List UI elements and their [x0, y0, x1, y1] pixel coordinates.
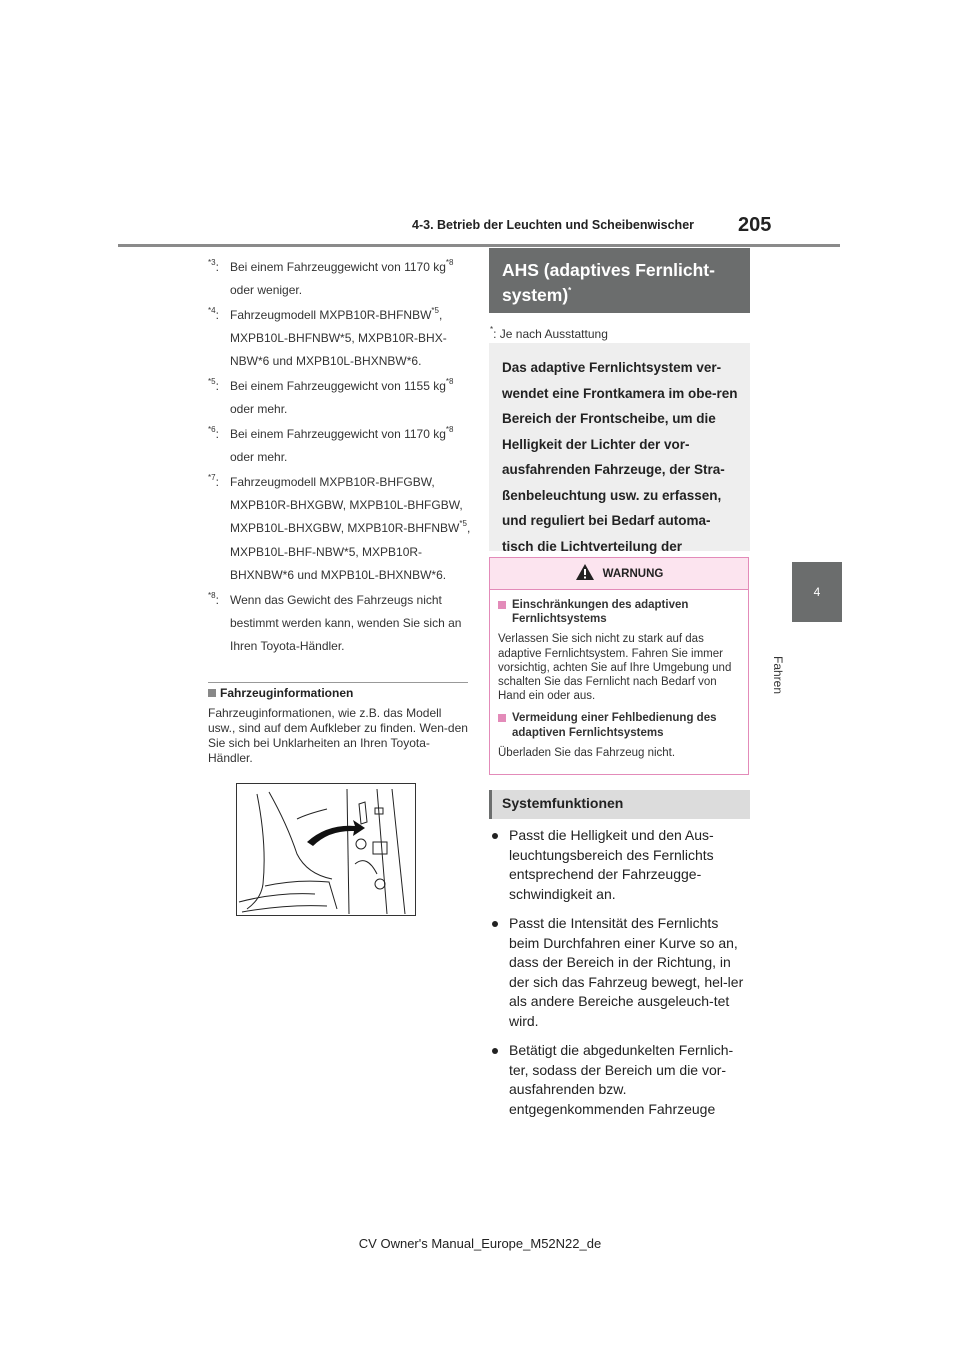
list-item: Passt die Intensität des Fernlichts beim Durchfahren einer Kurve so an, dass der Bereich in der Richtung, in der sich das Fahrzeug bewegt, hel-ler als andere Bereiche ausgeleuch-tet wird. — [490, 914, 752, 1031]
warning-title: WARNUNG — [602, 567, 664, 580]
footnote-mark: $^{*3}$: — [208, 258, 219, 274]
list-item: Betätigt die abgedunkelten Fernlich-ter, sodass der Bereich um die vor-ausfahrenden bzw. entgegenkommenden Fahrzeuge — [490, 1041, 752, 1119]
chapter-number: 4 — [813, 585, 821, 599]
ahs-title-box — [489, 248, 750, 313]
square-bullet-icon — [498, 714, 506, 722]
chapter-tab — [792, 562, 842, 622]
warning-icon — [575, 563, 595, 584]
warning-box — [489, 557, 749, 775]
square-bullet-icon — [498, 601, 506, 609]
bullet-icon — [492, 833, 498, 839]
system-function-list — [490, 826, 752, 1129]
bullet-icon — [492, 921, 498, 927]
label-location-illustration — [236, 783, 416, 916]
footnote-item: $^{*4}$: Fahrzeugmodell MXPB10R-BHFNBW$^{*5}$, MXPB10L-BHFNBW*5, MXPB10R-BHX-NBW*6 und MXPB10L-BHXNBW*6. — [208, 305, 447, 369]
footer-manual-id: CV Owner's Manual_Europe_M52N22_de — [358, 1236, 602, 1251]
system-functions-heading: Systemfunktionen — [489, 790, 750, 819]
vehicle-info-text: Fahrzeuginformationen, wie z.B. das Modell usw., sind auf dem Aufkleber zu finden. Wen-den Sie sich bei Unklarheiten an Ihren Toyota-Händler. — [208, 706, 468, 765]
footnote-item: $^{*6}$: Bei einem Fahrzeuggewicht von 1170 $kg^{*8}$ oder mehr. — [208, 424, 454, 465]
footnote-mark: $^{*6}$: — [208, 424, 219, 441]
door-pillar-drawing — [237, 784, 415, 915]
divider — [208, 682, 468, 683]
square-bullet-icon — [208, 689, 216, 697]
warning-item-text: Verlassen Sie sich nicht zu stark auf das adaptive Fernlichtsystem. Fahren Sie immer vorsichtig, achten Sie auf Ihre Umgebung und schalten Sie das Fernlicht nach Bedarf von Hand ein oder aus. — [498, 633, 732, 703]
section-title: 4-3. Betrieb der Leuchten und Scheibenwischer — [412, 218, 695, 232]
chapter-label: Fahren — [771, 656, 785, 695]
footnote-item: $^{*5}$: Bei einem Fahrzeuggewicht von 1155 $kg^{*8}$ oder mehr. — [208, 377, 454, 417]
warning-item-text: Überladen Sie das Fahrzeug nicht. — [498, 746, 676, 759]
page-number: 205 — [738, 214, 772, 236]
warning-item-heading: Vermeidung einer Fehlbedienung des adaptiven Fernlichtsystems — [498, 711, 740, 739]
warning-item-heading: Einschränkungen des adaptiven Fernlichtsystems — [498, 598, 740, 626]
ahs-title: AHS (adaptives Fernlicht-system) — [502, 260, 715, 305]
bullet-icon — [492, 1048, 498, 1054]
vehicle-info-heading: Fahrzeuginformationen — [208, 686, 353, 700]
header-divider — [118, 244, 840, 247]
footnote-list — [208, 256, 473, 660]
ahs-description: Das adaptive Fernlichtsystem ver-wendet eine Frontkamera im obe-ren Bereich der Frontscheibe, um die Helligkeit der Lichter der vor-ausfahrenden Fahrzeuge, der Stra-ßenbeleuchtung usw. zu erfassen, und reguliert bei Bedarf automa-tisch die Lichtverteilung der — [489, 343, 750, 551]
availability-note: *: Je nach Ausstattung — [490, 325, 608, 341]
warning-header — [490, 558, 748, 590]
footnote-mark: $^{*8}$: — [208, 590, 219, 607]
ahs-title-mark: * — [568, 286, 572, 296]
footnote-item: $^{*7}$: Fahrzeugmodell MXPB10R-BHFGBW, MXPB10R-BHXGBW, MXPB10L-BHFGBW, MXPB10L-BHXGBW, MXPB10R-BHFNBW$^{*5}$, MXPB10L-BHF-NBW*5, MXPB10R-BHXNBW*6 und MXPB10L-BHXNBW*6. — [208, 472, 471, 583]
list-item: Passt die Helligkeit und den Aus-leuchtungsbereich des Fernlichts entsprechend der Fahrzeugge-schwindigkeit an. — [490, 826, 752, 904]
footnote-mark: $^{*4}$: — [208, 305, 219, 322]
footnote-mark: $^{*7}$: — [208, 472, 219, 489]
footnote-item: $^{*8}$: Wenn das Gewicht des Fahrzeugs nicht bestimmt werden kann, wenden Sie sich an Ihren Toyota-Händler. — [208, 590, 462, 654]
footnote-item: $^{*3}$: Bei einem Fahrzeuggewicht von 1170 $kg^{*8}$ oder weniger. — [208, 258, 454, 298]
footnote-mark: $^{*5}$: — [208, 377, 219, 394]
